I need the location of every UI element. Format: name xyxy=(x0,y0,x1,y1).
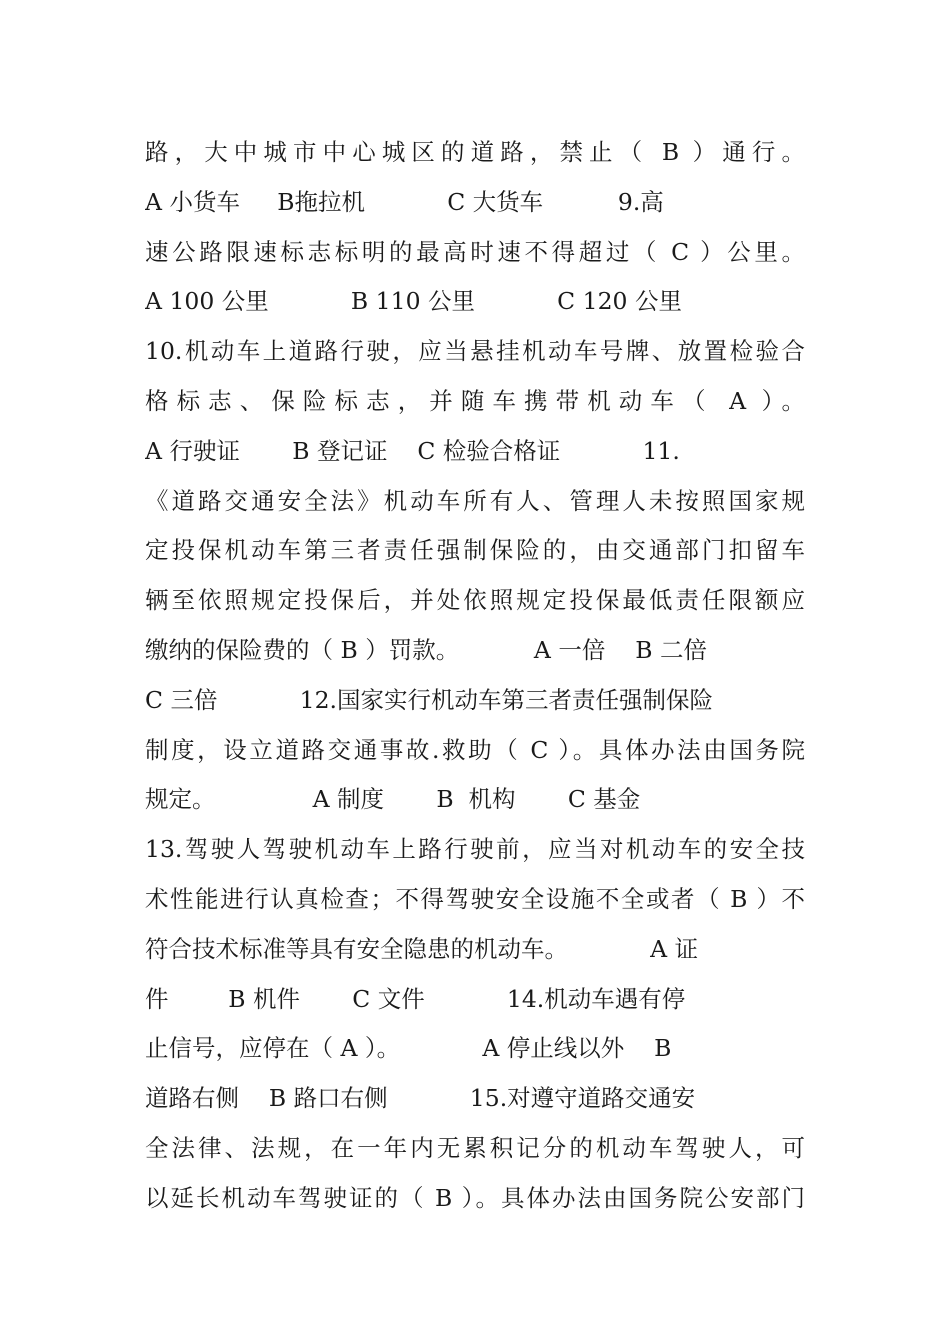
text-line-3: 速公路限速标志标明的最高时速不得超过（ C ）公里。 xyxy=(145,237,805,266)
text-line-14: 规定。 A 制度 B 机构 C 基金 xyxy=(145,785,641,814)
text-line-16: 术性能进行认真检查；不得驾驶安全设施不全或者（ B ）不 xyxy=(145,884,805,913)
text-line-11: 缴纳的保险费的（ B ）罚款。 A 一倍 B 二倍 xyxy=(145,635,707,664)
text-line-22: 以延长机动车驾驶证的（ B ）。具体办法由国务院公安部门 xyxy=(145,1183,805,1212)
text-line-1: 路，大中城市中心城区的道路，禁止（ B ）通行。 xyxy=(145,138,805,166)
text-line-2: A 小货车 B拖拉机 C 大货车 9.高 xyxy=(145,187,664,216)
text-line-20: 道路右侧 B 路口右侧 15.对遵守道路交通安 xyxy=(145,1084,696,1113)
text-line-18: 件 B 机件 C 文件 14.机动车遇有停 xyxy=(145,984,686,1013)
text-line-17: 符合技术标准等具有安全隐患的机动车。 A 证 xyxy=(145,934,699,963)
text-line-9: 定投保机动车第三者责任强制保险的，由交通部门扣留车 xyxy=(145,536,805,565)
text-line-6: 格标志、保险标志，并随车携带机动车（ A ）。 xyxy=(145,386,805,415)
text-line-7: A 行驶证 B 登记证 C 检验合格证 11. xyxy=(145,436,680,465)
text-line-10: 辆至依照规定投保后，并处依照规定投保最低责任限额应 xyxy=(145,586,805,615)
text-line-8: 《道路交通安全法》机动车所有人、管理人未按照国家规 xyxy=(145,486,805,515)
text-line-21: 全法律、法规，在一年内无累积记分的机动车驾驶人，可 xyxy=(145,1133,805,1162)
text-line-13: 制度，设立道路交通事故.救助（ C ）。具体办法由国务院 xyxy=(145,735,805,764)
text-line-15: 13.驾驶人驾驶机动车上路行驶前，应当对机动车的安全技 xyxy=(145,835,805,864)
text-line-5: 10.机动车上道路行驶，应当悬挂机动车号牌、放置检验合 xyxy=(145,337,805,366)
text-line-4: A 100 公里 B 110 公里 C 120 公里 xyxy=(145,287,682,316)
question-text-block xyxy=(145,128,805,1224)
text-line-12: C 三倍 12.国家实行机动车第三者责任强制保险 xyxy=(145,685,713,714)
text-line-19: 止信号，应停在（ A ）。 A 停止线以外 B xyxy=(145,1034,672,1063)
